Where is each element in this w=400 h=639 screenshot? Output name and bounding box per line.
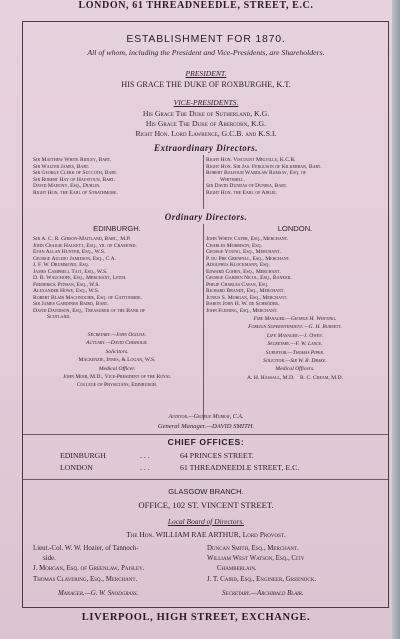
list-item: P. du Pre Grenfell, Esq., Merchant. xyxy=(206,255,291,262)
office-row-edinburgh xyxy=(60,451,380,460)
ordinary-directors-heading: Ordinary Directors. xyxy=(164,212,248,222)
glasgow-manager: Manager.—G. W. Snodgrass. xyxy=(58,590,139,597)
establishment-title: ESTABLISHMENT FOR 1870. xyxy=(126,33,286,45)
bottom-header: LIVERPOOL, HIGH STREET, EXCHANGE. xyxy=(81,612,311,623)
london-solicitor: Solicitor.—Sir W. R. Drake. xyxy=(263,358,327,365)
list-item: Chamberlain. xyxy=(217,565,257,573)
list-item: Sir A. C. R. Gibson-Maitland, Bart., M.P. xyxy=(33,236,131,242)
extraordinary-directors-heading: Extraordinary Directors. xyxy=(153,143,258,153)
vice-president-2: His Grace The Duke of Abercorn, K.G. xyxy=(145,119,267,128)
list-item: Sir James Gardiner Baird, Bart. xyxy=(33,301,109,307)
office-dots: . . . xyxy=(140,463,150,472)
london-officers xyxy=(206,315,384,382)
glasgow-left-list xyxy=(33,544,205,585)
list-item: Right Hon. the Earl of Strathmore. xyxy=(33,189,118,196)
list-item: Adolphus Klockmann, Esq. xyxy=(206,262,270,268)
list-item: Duncan Smith, Esq., Merchant. xyxy=(207,545,299,552)
edinburgh-officers xyxy=(33,331,201,390)
vice-presidents-heading: VICE-PRESIDENTS. xyxy=(173,98,239,107)
extraordinary-right-list xyxy=(206,157,384,196)
list-item: Robert Blair Maconochie, Esq. of Gattonside. xyxy=(33,294,142,301)
glasgow-office: OFFICE, 102 ST. VINCENT STREET. xyxy=(138,500,274,510)
list-item: Sir Walter James, Bart. xyxy=(33,163,90,170)
london-medical-names: A. H. Hassall, M.D. R. C. Cream, M.D. xyxy=(247,374,343,381)
foreign-superintendent: Foreign Superintendent.—G. H. Burnett. xyxy=(248,324,342,331)
divider-rule xyxy=(23,434,388,435)
office-city: LONDON xyxy=(60,463,93,472)
fire-manager: Fire Manager.—George H. Whyting. xyxy=(253,316,337,322)
london-secretary: Secretary.—F. W. Lance. xyxy=(267,341,323,348)
list-item: Right Hon. Sir Jas. Ferguson of Kilkerran, Bart. xyxy=(206,163,322,170)
list-item: Scotland. xyxy=(47,314,71,320)
list-item: Sir David Dundas of Dunira, Bart. xyxy=(206,183,288,189)
list-item: Alexander Howe, Esq., W.S. xyxy=(33,288,100,294)
lord-provost: The Hon. WILLIAM RAE ARTHUR, Lord Provost. xyxy=(126,530,286,539)
list-item: Charles Morrison, Esq. xyxy=(206,242,262,249)
office-address: 64 PRINCES STREET. xyxy=(180,451,254,460)
edinburgh-secretary: Secretary.—John Ogilvie. xyxy=(87,332,147,338)
list-item: J. Morgan, Esq. of Greenlaw, Paisley. xyxy=(33,565,145,573)
list-item: Thomas Clavering, Esq., Merchant. xyxy=(33,575,138,583)
solicitors-heading: Solicitors. xyxy=(105,348,129,355)
list-item: George Garden Nicol, Esq., Banker. xyxy=(206,275,292,281)
list-item: John Craigie Halkett, Esq., yr. of Cramond. xyxy=(33,242,137,249)
list-item: Richard Brandt, Esq., Merchant. xyxy=(206,288,285,294)
edinburgh-actuary: Actuary.—David Chisholm. xyxy=(86,340,148,347)
life-manager: Life Manager.—J. Owen. xyxy=(266,332,324,339)
surveyor: Surveyor.—Thomas Piper. xyxy=(265,349,325,356)
local-board-heading: Local Board of Directors. xyxy=(167,517,245,526)
list-item: Right Hon. the Earl of Airlie. xyxy=(206,189,278,196)
auditor-line: Auditor.—George Murray, C.A. xyxy=(168,414,244,420)
ordinary-column-divider xyxy=(203,224,204,420)
chief-offices-heading: CHIEF OFFICES: xyxy=(167,437,245,447)
list-item: Lieut.-Col. W. W. Hozier, of Tannoch- xyxy=(33,545,139,552)
president-name: HIS GRACE THE DUKE OF ROXBURGHE, K.T. xyxy=(121,80,291,89)
list-item: Right Hon. Viscount Melville, K.C.B. xyxy=(206,157,296,163)
list-item: David Mahony, Esq., Dublin. xyxy=(33,183,101,189)
office-row-london xyxy=(60,463,380,472)
list-item: J. T. Caird, Esq., Engineer, Greenock. xyxy=(207,575,317,583)
medical-officer-heading: Medical Officer. xyxy=(98,365,136,372)
extraordinary-left-list xyxy=(33,157,201,196)
london-directors-list xyxy=(206,236,384,314)
list-item: Junius S. Morgan, Esq., Merchant. xyxy=(206,294,288,301)
medical-officer-name: John Moir, M.D., Vice-President of the Royal xyxy=(63,374,171,381)
london-heading: LONDON. xyxy=(277,224,313,233)
president-heading: PRESIDENT. xyxy=(185,69,227,78)
list-item: George Auldjo Jamieson, Esq., C.A. xyxy=(33,255,117,262)
vice-president-1: His Grace The Duke of Sutherland, K.G. xyxy=(142,109,270,118)
extraordinary-column-divider xyxy=(203,155,204,209)
list-item: Baron John H. W. de Schröder. xyxy=(206,301,280,307)
london-medical-heading: Medical Officers. xyxy=(275,366,315,373)
medical-officer-title: College of Physicians, Edinburgh. xyxy=(76,382,158,389)
vice-president-3: Right Hon. Lord Lawrence, G.C.B. and K.S.I. xyxy=(135,129,277,138)
intro-line: All of whom, including the President and Vice-Presidents, are Shareholders. xyxy=(87,48,325,57)
list-item: John White Cater, Esq., Merchant. xyxy=(206,236,289,242)
glasgow-branch-heading: GLASGOW BRANCH. xyxy=(168,487,244,496)
list-item: Sir George Clerk of Succoth, Bart. xyxy=(33,170,118,176)
glasgow-right-list xyxy=(207,544,385,585)
glasgow-secretary: Secretary.—Archibald Blair. xyxy=(222,590,304,597)
divider-rule xyxy=(23,479,388,480)
list-item: D. B. Wauchope, Esq., Merchant, Leith. xyxy=(33,275,127,281)
list-item: side. xyxy=(43,555,56,563)
list-item: Whitehill. xyxy=(220,176,245,183)
book-spine xyxy=(392,0,400,639)
office-city: EDINBURGH xyxy=(60,451,106,460)
top-header: LONDON, 61 THREADNEEDLE, STREET, E.C. xyxy=(78,0,314,11)
list-item: J. F. W. Drummond, Esq. xyxy=(33,262,89,268)
office-address: 61 THREADNEEDLE STREET, E.C. xyxy=(180,463,300,472)
list-item: Evan Allan Hunter, Esq., W.S. xyxy=(33,249,106,255)
list-item: Frederick Pitman, Esq., W.S. xyxy=(33,281,100,288)
list-item: William West Watson, Esq., City xyxy=(207,555,305,563)
list-item: David Davidson, Esq., Treasurer of the Bank of xyxy=(33,307,146,314)
solicitors-name: Mackenzie, Innes, & Logan, W.S. xyxy=(78,357,156,364)
office-dots: . . . xyxy=(140,451,150,460)
list-item: Robert Balfour Wardlaw Ramsay, Esq. of xyxy=(206,170,306,176)
general-manager-line: General Manager.—DAVID SMITH. xyxy=(157,423,255,430)
list-item: Edward Cohen, Esq., Merchant. xyxy=(206,268,282,275)
edinburgh-directors-list xyxy=(33,236,201,321)
list-item: Sir Matthew White Ridley, Bart. xyxy=(33,157,112,163)
list-item: John Fleming, Esq., Merchant. xyxy=(206,307,278,314)
edinburgh-heading: EDINBURGH. xyxy=(93,224,141,233)
list-item: Sir Robert Hay of Haystoun, Bart. xyxy=(33,176,116,183)
list-item: George Young, Esq., Merchant. xyxy=(206,249,281,255)
list-item: James Campbell Tait, Esq., W.S. xyxy=(33,268,108,275)
list-item: Philip Charles Cavan, Esq. xyxy=(206,281,269,288)
